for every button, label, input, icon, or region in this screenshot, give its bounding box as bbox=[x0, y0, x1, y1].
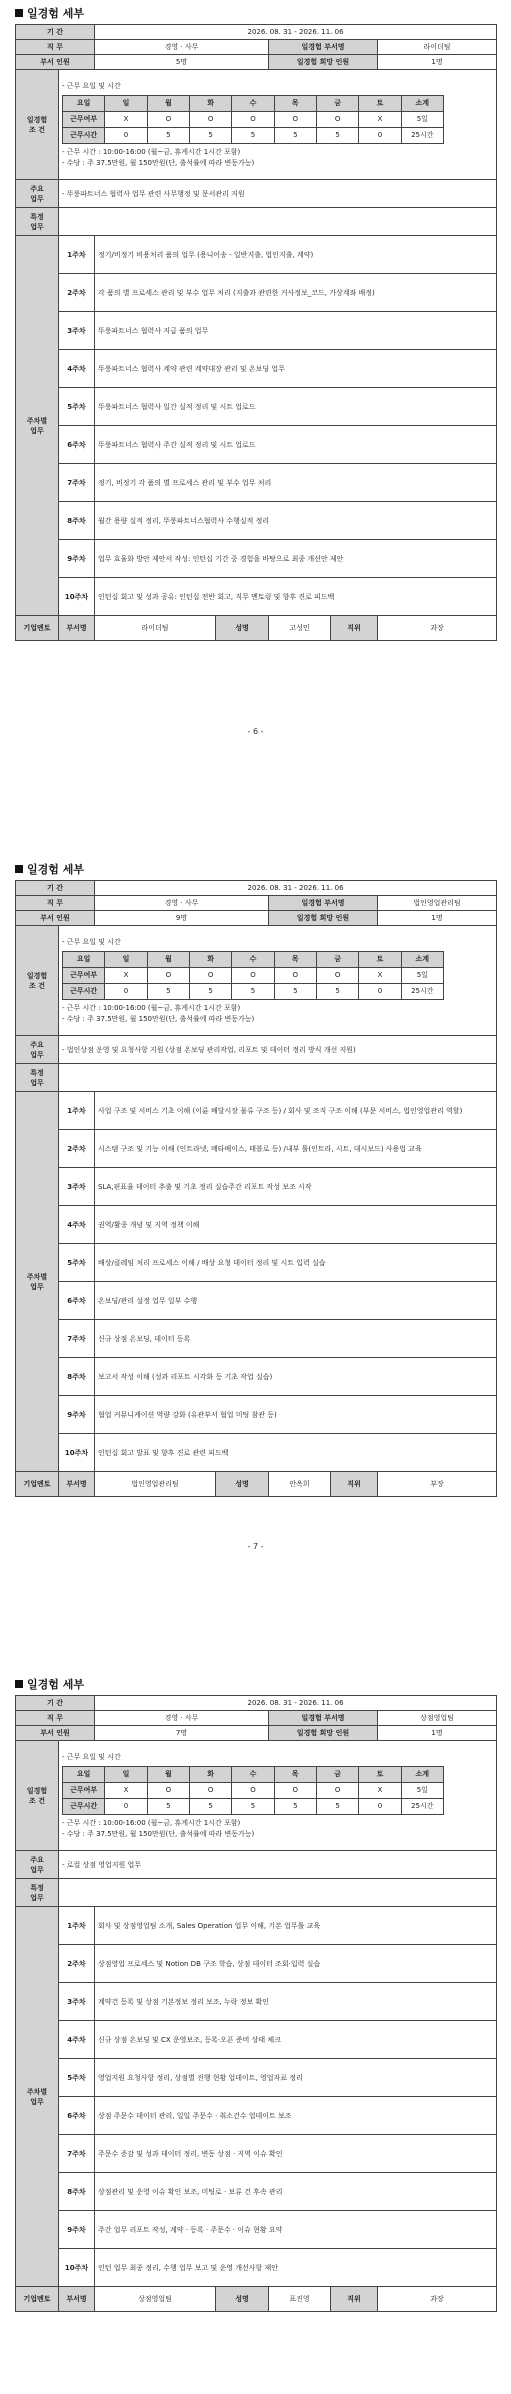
schedule-header: 토 bbox=[359, 1766, 401, 1782]
schedule-cell: 5 bbox=[189, 983, 231, 999]
week-label: 9주차 bbox=[59, 2211, 95, 2249]
schedule-hours-label: 근무시간 bbox=[63, 983, 105, 999]
schedule-header: 목 bbox=[274, 951, 316, 967]
schedule-cell: X bbox=[105, 1782, 147, 1798]
week-description: 월간 용량 실적 정리, 뚜룽파트너스협력사 수행실적 정리 bbox=[95, 502, 497, 540]
weekly-task-label: 주차별 업무 bbox=[16, 1092, 59, 1472]
wanted-label: 일경험 희망 인원 bbox=[269, 911, 378, 926]
period-value: 2026. 08. 31 - 2026. 11. 06 bbox=[95, 25, 497, 40]
schedule-cell: 5 bbox=[147, 1798, 189, 1814]
week-label: 5주차 bbox=[59, 388, 95, 426]
week-label: 3주차 bbox=[59, 1983, 95, 2021]
schedule-header: 월 bbox=[147, 95, 189, 111]
schedule-cell: 25시간 bbox=[401, 983, 443, 999]
week-row bbox=[16, 1907, 497, 1945]
mentor-row bbox=[16, 616, 497, 641]
schedule-cell: O bbox=[316, 111, 358, 127]
dept-staff-value: 9명 bbox=[95, 911, 269, 926]
schedule-hours-row bbox=[63, 127, 444, 143]
section-title bbox=[15, 4, 496, 24]
week-description: 인턴십 회고 및 성과 공유: 인턴십 전반 회고, 직무 멘토링 및 향후 진로 피드백 bbox=[95, 578, 497, 616]
condition-heading: - 근무 요일 및 시간 bbox=[62, 937, 121, 946]
dept-staff-value: 7명 bbox=[95, 1726, 269, 1741]
mentor-position-label: 직위 bbox=[331, 616, 378, 641]
week-description: 시스템 구조 및 기능 이해 (인트라넷, 메타베이스, 태블로 등) /내부 툴(인트라, 시트, 대시보드) 사용법 교육 bbox=[95, 1130, 497, 1168]
schedule-cell: O bbox=[232, 111, 274, 127]
schedule-header-row bbox=[63, 951, 444, 967]
job-value: 경영 · 사무 bbox=[95, 896, 269, 911]
week-description: 회사 및 상점영업팀 소개, Sales Operation 업무 이해, 기본 업무툴 교육 bbox=[95, 1907, 497, 1945]
week-description: 뚜룽파트너스 협력사 계약 관련 계약대장 관리 및 온보딩 업무 bbox=[95, 350, 497, 388]
schedule-header: 수 bbox=[232, 1766, 274, 1782]
week-description: 계약건 등록 및 상점 기본정보 정리 보조, 누락 정보 확인 bbox=[95, 1983, 497, 2021]
condition-pay-line: - 수당 : 주 37.5만원, 월 150만원(단, 출석률에 따라 변동가능) bbox=[62, 158, 255, 167]
mentor-dept-label: 부서명 bbox=[59, 1472, 95, 1497]
job-label: 직 무 bbox=[16, 40, 95, 55]
condition-pay-line: - 수당 : 주 37.5만원, 월 150만원(단, 출석률에 따라 변동가능) bbox=[62, 1014, 255, 1023]
dept-staff-label: 부서 인원 bbox=[16, 911, 95, 926]
wanted-value: 1명 bbox=[378, 55, 497, 70]
special-task-label: 특정 업무 bbox=[16, 208, 59, 236]
week-row bbox=[16, 578, 497, 616]
main-task-value: - 뚜룽파트너스 협력사 업무 관련 사무행정 및 문서관리 지원 bbox=[59, 180, 497, 208]
week-label: 10주차 bbox=[59, 2249, 95, 2287]
dept-value: 상점영업팀 bbox=[378, 1711, 497, 1726]
week-row bbox=[16, 1983, 497, 2021]
main-task-label: 주요 업무 bbox=[16, 1851, 59, 1879]
schedule-header: 소계 bbox=[401, 951, 443, 967]
document-page bbox=[0, 0, 511, 815]
week-label: 5주차 bbox=[59, 1244, 95, 1282]
schedule-header: 수 bbox=[232, 95, 274, 111]
week-label: 6주차 bbox=[59, 426, 95, 464]
schedule-cell: 5 bbox=[274, 983, 316, 999]
schedule-cell: O bbox=[274, 967, 316, 983]
schedule-cell: 5 bbox=[274, 1798, 316, 1814]
schedule-cell: 25시간 bbox=[401, 127, 443, 143]
week-row bbox=[16, 2059, 497, 2097]
schedule-cell: 5일 bbox=[401, 1782, 443, 1798]
schedule-hours-label: 근무시간 bbox=[63, 127, 105, 143]
schedule-cell: O bbox=[147, 111, 189, 127]
schedule-work-row bbox=[63, 111, 444, 127]
condition-heading: - 근무 요일 및 시간 bbox=[62, 81, 121, 90]
condition-hours-line: - 근무 시간 : 10:00-16:00 (월~금, 휴게시간 1시간 포함) bbox=[62, 147, 241, 156]
schedule-cell: X bbox=[105, 967, 147, 983]
schedule-header: 금 bbox=[316, 951, 358, 967]
schedule-cell: 5 bbox=[232, 1798, 274, 1814]
schedule-cell: O bbox=[189, 1782, 231, 1798]
week-description: 업무 효율화 방안 제안서 작성: 인턴십 기간 중 경험을 바탕으로 최종 개선안 제안 bbox=[95, 540, 497, 578]
week-row bbox=[16, 350, 497, 388]
week-label: 4주차 bbox=[59, 1206, 95, 1244]
schedule-cell: 0 bbox=[359, 983, 401, 999]
schedule-cell: O bbox=[274, 111, 316, 127]
schedule-cell: 5 bbox=[232, 983, 274, 999]
schedule-header: 화 bbox=[189, 95, 231, 111]
schedule-hours-row bbox=[63, 983, 444, 999]
schedule-cell: O bbox=[232, 967, 274, 983]
schedule-cell: 0 bbox=[105, 1798, 147, 1814]
week-description: 신규 상점 온보딩, 데이터 등록 bbox=[95, 1320, 497, 1358]
schedule-header: 금 bbox=[316, 1766, 358, 1782]
week-label: 1주차 bbox=[59, 236, 95, 274]
mentor-label: 기업멘토 bbox=[16, 1472, 59, 1497]
dept-value: 법인영업관리팀 bbox=[378, 896, 497, 911]
week-row bbox=[16, 2211, 497, 2249]
week-row bbox=[16, 1282, 497, 1320]
schedule-cell: 5 bbox=[274, 127, 316, 143]
schedule-header: 월 bbox=[147, 951, 189, 967]
week-description: 인턴 업무 최종 정리, 수행 업무 보고 및 운영 개선사항 제안 bbox=[95, 2249, 497, 2287]
week-row bbox=[16, 1396, 497, 1434]
condition-cell bbox=[59, 70, 497, 180]
week-description: 정기, 비정기 각 품의 별 프로세스 관리 및 부수 업무 처리 bbox=[95, 464, 497, 502]
schedule-header: 토 bbox=[359, 951, 401, 967]
main-task-value: - 로컬 상점 영업지원 업무 bbox=[59, 1851, 497, 1879]
schedule-cell: X bbox=[359, 1782, 401, 1798]
square-bullet-icon bbox=[15, 9, 23, 17]
square-bullet-icon bbox=[15, 1680, 23, 1688]
week-label: 6주차 bbox=[59, 1282, 95, 1320]
schedule-header: 목 bbox=[274, 1766, 316, 1782]
week-label: 4주차 bbox=[59, 350, 95, 388]
dept-staff-value: 5명 bbox=[95, 55, 269, 70]
job-label: 직 무 bbox=[16, 896, 95, 911]
week-row bbox=[16, 1320, 497, 1358]
period-value: 2026. 08. 31 - 2026. 11. 06 bbox=[95, 1696, 497, 1711]
schedule-header: 화 bbox=[189, 951, 231, 967]
week-row bbox=[16, 274, 497, 312]
week-label: 7주차 bbox=[59, 1320, 95, 1358]
condition-cell bbox=[59, 926, 497, 1036]
week-description: 상점관리 및 운영 이슈 확인 보조, 미팅로 · 보류 건 후속 관리 bbox=[95, 2173, 497, 2211]
mentor-position-label: 직위 bbox=[331, 2287, 378, 2312]
schedule-header: 목 bbox=[274, 95, 316, 111]
mentor-dept-label: 부서명 bbox=[59, 616, 95, 641]
schedule-cell: O bbox=[316, 1782, 358, 1798]
dept-label: 일경험 부서명 bbox=[269, 1711, 378, 1726]
week-label: 10주차 bbox=[59, 1434, 95, 1472]
week-label: 3주차 bbox=[59, 1168, 95, 1206]
week-row bbox=[16, 2173, 497, 2211]
dept-label: 일경험 부서명 bbox=[269, 40, 378, 55]
week-description: 사업 구조 및 서비스 기초 이해 (이륜 배달시장 물류 구조 등) / 회사 및 조직 구조 이해 (부문 서비스, 법인영업관리 역할) bbox=[95, 1092, 497, 1130]
page-number: - 7 - bbox=[247, 1542, 264, 1551]
week-description: 주간 업무 리포트 작성, 계약 · 등록 · 주문수 · 이슈 현황 요약 bbox=[95, 2211, 497, 2249]
special-task-label: 특정 업무 bbox=[16, 1879, 59, 1907]
schedule-cell: X bbox=[359, 111, 401, 127]
week-label: 2주차 bbox=[59, 274, 95, 312]
week-description: 인턴십 회고 발표 및 향후 진로 관련 피드백 bbox=[95, 1434, 497, 1472]
week-row bbox=[16, 1945, 497, 1983]
schedule-cell: O bbox=[232, 1782, 274, 1798]
week-description: 보고서 작성 이해 (성과 리포트 시각화 등 기초 작업 실습) bbox=[95, 1358, 497, 1396]
schedule-header: 토 bbox=[359, 95, 401, 111]
week-description: SLA,핀표율 데이터 추출 및 기초 정리 실습주간 리포트 작성 보조 시작 bbox=[95, 1168, 497, 1206]
schedule-header: 일 bbox=[105, 1766, 147, 1782]
week-row bbox=[16, 502, 497, 540]
week-label: 1주차 bbox=[59, 1092, 95, 1130]
mentor-dept-label: 부서명 bbox=[59, 2287, 95, 2312]
week-label: 10주차 bbox=[59, 578, 95, 616]
schedule-cell: 5 bbox=[189, 1798, 231, 1814]
mentor-label: 기업멘토 bbox=[16, 2287, 59, 2312]
job-value: 경영 · 사무 bbox=[95, 40, 269, 55]
schedule-header-row bbox=[63, 95, 444, 111]
mentor-row bbox=[16, 1472, 497, 1497]
week-row bbox=[16, 236, 497, 274]
schedule-header: 요일 bbox=[63, 1766, 105, 1782]
week-row bbox=[16, 1434, 497, 1472]
week-description: 권역/활종 개념 및 지역 정책 이해 bbox=[95, 1206, 497, 1244]
schedule-header: 월 bbox=[147, 1766, 189, 1782]
period-label: 기 간 bbox=[16, 1696, 95, 1711]
main-task-value: - 법인상점 운영 및 요청사항 지원 (상점 온보딩 관리작업, 리포트 및 데이터 정리 방식 개선 지원) bbox=[59, 1036, 497, 1064]
condition-hours-line: - 근무 시간 : 10:00-16:00 (월~금, 휴게시간 1시간 포함) bbox=[62, 1003, 241, 1012]
schedule-cell: 0 bbox=[359, 127, 401, 143]
work-experience-table bbox=[15, 880, 497, 1497]
week-row bbox=[16, 1206, 497, 1244]
period-label: 기 간 bbox=[16, 881, 95, 896]
section-title-text: 일경험 세부 bbox=[27, 863, 84, 876]
week-description: 온보딩/관리 설정 업무 일부 수행 bbox=[95, 1282, 497, 1320]
mentor-dept-value: 라이더팀 bbox=[95, 616, 216, 641]
work-experience-table bbox=[15, 24, 497, 641]
week-row bbox=[16, 540, 497, 578]
week-row bbox=[16, 1358, 497, 1396]
special-task-value bbox=[59, 1879, 497, 1907]
week-row bbox=[16, 464, 497, 502]
schedule-header: 소계 bbox=[401, 1766, 443, 1782]
week-row bbox=[16, 2021, 497, 2059]
schedule-table bbox=[62, 95, 444, 144]
main-task-label: 주요 업무 bbox=[16, 180, 59, 208]
condition-heading: - 근무 요일 및 시간 bbox=[62, 1752, 121, 1761]
week-label: 1주차 bbox=[59, 1907, 95, 1945]
schedule-cell: O bbox=[147, 1782, 189, 1798]
schedule-cell: 5 bbox=[189, 127, 231, 143]
schedule-header: 화 bbox=[189, 1766, 231, 1782]
schedule-header: 금 bbox=[316, 95, 358, 111]
schedule-cell: O bbox=[189, 967, 231, 983]
schedule-header: 소계 bbox=[401, 95, 443, 111]
week-description: 주문수 증감 및 성과 데이터 정리, 변동 상점 · 지역 이슈 확인 bbox=[95, 2135, 497, 2173]
main-task-label: 주요 업무 bbox=[16, 1036, 59, 1064]
section-title bbox=[15, 860, 496, 880]
schedule-cell: X bbox=[359, 967, 401, 983]
week-row bbox=[16, 426, 497, 464]
weekly-task-label: 주차별 업무 bbox=[16, 236, 59, 616]
schedule-cell: 25시간 bbox=[401, 1798, 443, 1814]
schedule-cell: 5일 bbox=[401, 967, 443, 983]
week-description: 신규 상점 온보딩 및 CX 운영보조, 등록·오픈 준비 상태 체크 bbox=[95, 2021, 497, 2059]
week-description: 각 품의 별 프로세스 관리 및 부수 업무 처리 (지출과 관련한 거사정보_코드, 가상계좌 배정) bbox=[95, 274, 497, 312]
schedule-table bbox=[62, 1766, 444, 1815]
schedule-cell: O bbox=[316, 967, 358, 983]
week-description: 뚜룽파트너스 협력사 지급 품의 업무 bbox=[95, 312, 497, 350]
schedule-cell: 0 bbox=[105, 983, 147, 999]
job-label: 직 무 bbox=[16, 1711, 95, 1726]
condition-label: 일경험 조 건 bbox=[16, 70, 59, 180]
dept-staff-label: 부서 인원 bbox=[16, 55, 95, 70]
schedule-work-row bbox=[63, 967, 444, 983]
schedule-hours-label: 근무시간 bbox=[63, 1798, 105, 1814]
schedule-header: 일 bbox=[105, 95, 147, 111]
mentor-name-label: 성명 bbox=[216, 2287, 269, 2312]
period-value: 2026. 08. 31 - 2026. 11. 06 bbox=[95, 881, 497, 896]
week-row bbox=[16, 1130, 497, 1168]
condition-label: 일경험 조 건 bbox=[16, 1741, 59, 1851]
schedule-hours-row bbox=[63, 1798, 444, 1814]
week-description: 뚜룽파트너스 협력사 일간 실적 정리 및 시트 업로드 bbox=[95, 388, 497, 426]
week-description: 협업 커뮤니케이션 역량 강화 (유관부서 협업 미팅 참관 등) bbox=[95, 1396, 497, 1434]
work-experience-table bbox=[15, 1695, 497, 2312]
mentor-name-value: 안옥희 bbox=[269, 1472, 331, 1497]
schedule-cell: 5 bbox=[316, 1798, 358, 1814]
week-label: 6주차 bbox=[59, 2097, 95, 2135]
condition-label: 일경험 조 건 bbox=[16, 926, 59, 1036]
schedule-work-row bbox=[63, 1782, 444, 1798]
schedule-header: 요일 bbox=[63, 951, 105, 967]
week-row bbox=[16, 2097, 497, 2135]
week-label: 5주차 bbox=[59, 2059, 95, 2097]
mentor-position-value: 부장 bbox=[378, 1472, 497, 1497]
week-label: 4주차 bbox=[59, 2021, 95, 2059]
week-description: 뚜룽파트너스 협력사 주간 실적 정리 및 시트 업로드 bbox=[95, 426, 497, 464]
week-label: 8주차 bbox=[59, 1358, 95, 1396]
schedule-header: 요일 bbox=[63, 95, 105, 111]
job-value: 경영 · 사무 bbox=[95, 1711, 269, 1726]
weekly-task-label: 주차별 업무 bbox=[16, 1907, 59, 2287]
mentor-name-value: 고성민 bbox=[269, 616, 331, 641]
dept-staff-label: 부서 인원 bbox=[16, 1726, 95, 1741]
special-task-value bbox=[59, 208, 497, 236]
condition-cell bbox=[59, 1741, 497, 1851]
schedule-cell: 5 bbox=[147, 127, 189, 143]
schedule-work-label: 근무여부 bbox=[63, 1782, 105, 1798]
schedule-work-label: 근무여부 bbox=[63, 967, 105, 983]
schedule-header: 수 bbox=[232, 951, 274, 967]
schedule-table bbox=[62, 951, 444, 1000]
page-number: - 6 - bbox=[247, 727, 264, 736]
schedule-cell: O bbox=[189, 111, 231, 127]
document-page bbox=[0, 1630, 511, 2394]
week-label: 2주차 bbox=[59, 1945, 95, 1983]
schedule-cell: X bbox=[105, 111, 147, 127]
week-label: 2주차 bbox=[59, 1130, 95, 1168]
week-label: 7주차 bbox=[59, 2135, 95, 2173]
mentor-position-value: 과장 bbox=[378, 616, 497, 641]
section-title-text: 일경험 세부 bbox=[27, 7, 84, 20]
week-description: 배상/클레임 처리 프로세스 이해 / 배상 요청 데이터 정리 및 시트 입력 실습 bbox=[95, 1244, 497, 1282]
schedule-cell: 5일 bbox=[401, 111, 443, 127]
schedule-header-row bbox=[63, 1766, 444, 1782]
mentor-position-label: 직위 bbox=[331, 1472, 378, 1497]
week-row bbox=[16, 388, 497, 426]
wanted-label: 일경험 희망 인원 bbox=[269, 55, 378, 70]
mentor-dept-value: 상점영업팀 bbox=[95, 2287, 216, 2312]
week-description: 상점 주문수 데이터 관리, 일일 주문수 · 취소건수 업데이트 보조 bbox=[95, 2097, 497, 2135]
period-label: 기 간 bbox=[16, 25, 95, 40]
mentor-name-value: 표진영 bbox=[269, 2287, 331, 2312]
week-label: 7주차 bbox=[59, 464, 95, 502]
mentor-dept-value: 법인영업관리팀 bbox=[95, 1472, 216, 1497]
schedule-work-label: 근무여부 bbox=[63, 111, 105, 127]
schedule-cell: 0 bbox=[105, 127, 147, 143]
mentor-name-label: 성명 bbox=[216, 616, 269, 641]
wanted-value: 1명 bbox=[378, 1726, 497, 1741]
week-description: 상점영업 프로세스 및 Notion DB 구조 학습, 상점 데이터 조회·입력 실습 bbox=[95, 1945, 497, 1983]
square-bullet-icon bbox=[15, 865, 23, 873]
week-description: 정기/비정기 비용처리 품의 업무 (용니어송 - 일반지출, 법인지출, 계약) bbox=[95, 236, 497, 274]
schedule-cell: O bbox=[147, 967, 189, 983]
mentor-label: 기업멘토 bbox=[16, 616, 59, 641]
condition-hours-line: - 근무 시간 : 10:00-16:00 (월~금, 휴게시간 1시간 포함) bbox=[62, 1818, 241, 1827]
special-task-value bbox=[59, 1064, 497, 1092]
week-row bbox=[16, 2249, 497, 2287]
mentor-position-value: 과장 bbox=[378, 2287, 497, 2312]
special-task-label: 특정 업무 bbox=[16, 1064, 59, 1092]
dept-label: 일경험 부서명 bbox=[269, 896, 378, 911]
week-label: 8주차 bbox=[59, 2173, 95, 2211]
mentor-row bbox=[16, 2287, 497, 2312]
week-row bbox=[16, 1168, 497, 1206]
week-row bbox=[16, 1092, 497, 1130]
wanted-label: 일경험 희망 인원 bbox=[269, 1726, 378, 1741]
schedule-cell: 5 bbox=[147, 983, 189, 999]
schedule-header: 일 bbox=[105, 951, 147, 967]
section-title bbox=[15, 1675, 496, 1695]
schedule-cell: 5 bbox=[316, 983, 358, 999]
section-title-text: 일경험 세부 bbox=[27, 1678, 84, 1691]
week-label: 9주차 bbox=[59, 1396, 95, 1434]
wanted-value: 1명 bbox=[378, 911, 497, 926]
dept-value: 라이더팀 bbox=[378, 40, 497, 55]
week-label: 9주차 bbox=[59, 540, 95, 578]
week-row bbox=[16, 1244, 497, 1282]
week-row bbox=[16, 2135, 497, 2173]
schedule-cell: O bbox=[274, 1782, 316, 1798]
mentor-name-label: 성명 bbox=[216, 1472, 269, 1497]
week-description: 영업지원 요청사항 정리, 상점별 진행 현황 업데이트, 영업자료 정리 bbox=[95, 2059, 497, 2097]
week-label: 3주차 bbox=[59, 312, 95, 350]
week-label: 8주차 bbox=[59, 502, 95, 540]
schedule-cell: 0 bbox=[359, 1798, 401, 1814]
document-page bbox=[0, 815, 511, 1630]
schedule-cell: 5 bbox=[316, 127, 358, 143]
week-row bbox=[16, 312, 497, 350]
schedule-cell: 5 bbox=[232, 127, 274, 143]
condition-pay-line: - 수당 : 주 37.5만원, 월 150만원(단, 출석률에 따라 변동가능) bbox=[62, 1829, 255, 1838]
